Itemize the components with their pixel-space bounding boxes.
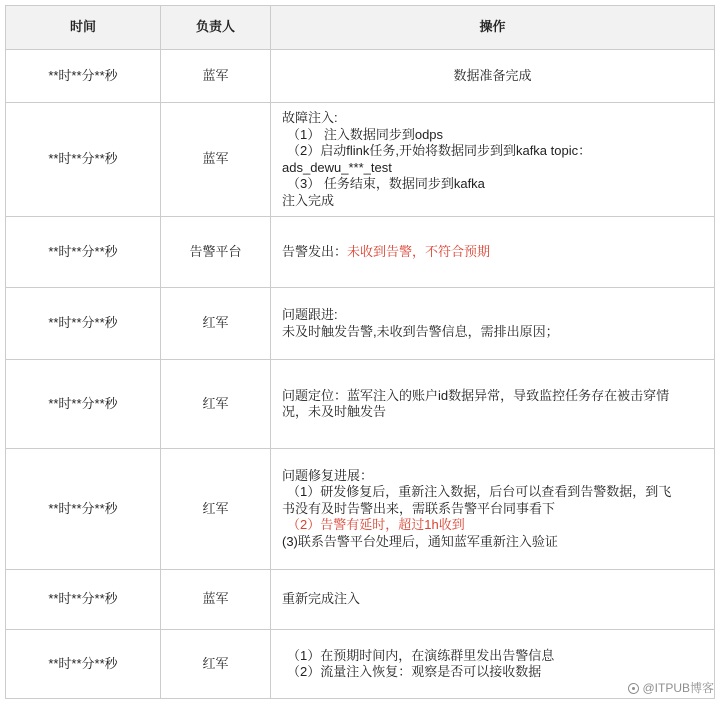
owner-cell	[161, 50, 271, 103]
action-line: （1）研发修复后，重新注入数据，后台可以查看到告警数据，到飞	[287, 484, 672, 500]
owner-text: 红军	[202, 655, 229, 671]
action-line-label: 告警发出：	[282, 243, 348, 259]
action-line: （3） 任务结束，数据同步到kafka	[287, 176, 485, 191]
table-row	[5, 360, 715, 449]
time-text: **时**分**秒	[48, 655, 118, 671]
action-line: 故障注入:	[282, 110, 338, 125]
time-cell	[5, 50, 161, 103]
table-row	[5, 288, 715, 360]
time-cell	[5, 449, 161, 570]
delay-note-line: （2）告警有延时，超过1h收到	[287, 517, 465, 533]
owner-text: 告警平台	[189, 243, 242, 259]
header-time	[5, 5, 161, 50]
owner-cell	[161, 103, 271, 217]
time-text: **时**分**秒	[48, 315, 118, 331]
header-owner-label: 负责人	[195, 19, 235, 35]
time-text: **时**分**秒	[48, 243, 118, 259]
header-time-label: 时间	[69, 19, 96, 35]
time-text: **时**分**秒	[48, 500, 118, 516]
owner-text: 红军	[202, 315, 229, 331]
action-line: （1）在预期时间内，在演练群里发出告警信息	[287, 647, 555, 663]
time-text: **时**分**秒	[48, 67, 118, 83]
watermark-text: @ITPUB博客	[642, 681, 714, 695]
table-row	[5, 449, 715, 570]
time-text: **时**分**秒	[48, 395, 118, 411]
action-cell	[271, 449, 715, 570]
action-cell	[271, 217, 715, 288]
owner-cell	[161, 570, 271, 630]
table-row	[5, 217, 715, 288]
action-line: （2）流量注入恢复：观察是否可以接收数据	[287, 664, 542, 679]
owner-text: 红军	[202, 395, 229, 411]
owner-cell	[161, 360, 271, 449]
action-line: ads_dewu_***_test	[282, 159, 392, 175]
table-row	[5, 630, 715, 699]
time-cell	[5, 217, 161, 288]
action-cell	[271, 288, 715, 360]
owner-text: 蓝军	[202, 67, 229, 83]
header-action-label: 操作	[479, 19, 506, 35]
time-cell	[5, 103, 161, 217]
time-cell	[5, 570, 161, 630]
action-cell	[271, 360, 715, 449]
action-line: 书没有及时告警出来，需联系告警平台同事看下	[282, 500, 556, 516]
action-cell	[271, 103, 715, 217]
itpub-logo-icon	[628, 683, 639, 694]
owner-cell	[161, 288, 271, 360]
header-action	[271, 5, 715, 50]
alert-status-text: 未收到告警，不符合预期	[347, 243, 491, 259]
table-row	[5, 103, 715, 217]
time-cell	[5, 630, 161, 699]
action-line: （1） 注入数据同步到odps	[287, 126, 444, 142]
owner-cell	[161, 449, 271, 570]
table-row	[5, 50, 715, 103]
action-line: （2）启动flink任务,开始将数据同步到到kafka topic：	[287, 143, 592, 158]
action-cell	[271, 50, 715, 103]
header-owner	[161, 5, 271, 50]
action-line: 问题修复进展：	[282, 467, 374, 483]
owner-cell	[161, 630, 271, 699]
action-line: (3)联系告警平台处理后，通知蓝军重新注入验证	[282, 533, 558, 549]
itpub-watermark	[628, 681, 714, 695]
action-line: 问题跟进:	[282, 307, 338, 322]
time-cell	[5, 360, 161, 449]
action-line: 问题定位：蓝军注入的账户id数据异常，导致监控任务存在被击穿情	[282, 387, 670, 403]
time-text: **时**分**秒	[48, 591, 118, 607]
action-line	[282, 244, 490, 261]
owner-text: 蓝军	[202, 591, 229, 607]
owner-cell	[161, 217, 271, 288]
action-line: 数据准备完成	[453, 67, 532, 83]
action-line: 未及时触发告警,未收到告警信息，需排出原因；	[282, 323, 559, 339]
table-header-row	[5, 5, 715, 50]
action-line: 注入完成	[282, 192, 335, 208]
time-cell	[5, 288, 161, 360]
action-line: 重新完成注入	[282, 591, 361, 607]
table-row	[5, 570, 715, 630]
time-text: **时**分**秒	[48, 151, 118, 167]
owner-text: 蓝军	[202, 151, 229, 167]
operations-table	[5, 5, 715, 699]
action-line: 况，未及时触发告	[282, 404, 387, 419]
owner-text: 红军	[202, 500, 229, 516]
action-cell	[271, 570, 715, 630]
